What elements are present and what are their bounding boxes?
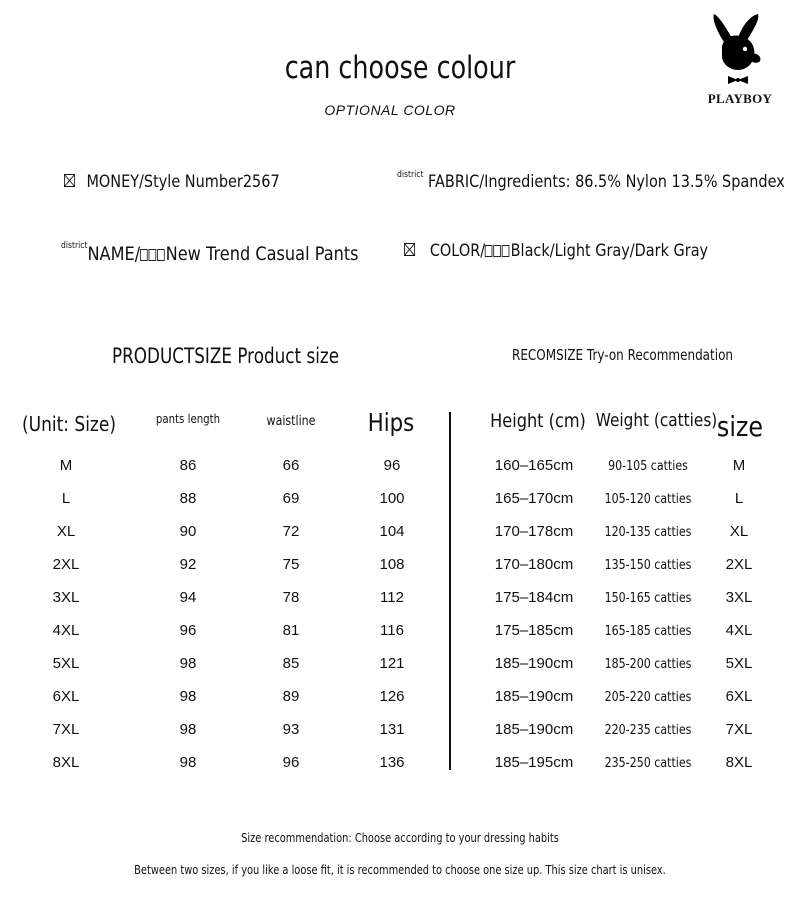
column-header-hips: Hips xyxy=(367,408,415,437)
recommended-size-cell: 7XL xyxy=(725,721,753,738)
name-value: New Trend Casual Pants xyxy=(165,243,359,265)
hips-cell: 116 xyxy=(380,622,404,639)
pants-length-cell: 98 xyxy=(179,688,197,705)
waistline-cell: 75 xyxy=(282,556,300,573)
height-cell: 185–195cm xyxy=(494,754,574,771)
height-cell: 175–185cm xyxy=(494,622,574,639)
hips-cell: 108 xyxy=(379,556,405,573)
recommended-size-cell: 8XL xyxy=(725,754,753,771)
fabric-prefix: district xyxy=(397,170,424,180)
footer-note-1: Size recommendation: Choose according to your dressing habits xyxy=(241,831,559,845)
weight-cell: 235-250 catties xyxy=(604,756,692,771)
recommended-size-cell: 6XL xyxy=(725,688,753,705)
name-prefix: district xyxy=(61,241,88,251)
waistline-cell: 81 xyxy=(282,622,300,639)
missing-glyph-icon xyxy=(140,249,148,261)
waistline-cell: 69 xyxy=(282,490,300,507)
recommended-size-cell: 5XL xyxy=(725,655,753,672)
hips-cell: 104 xyxy=(379,523,405,540)
column-header-waistline: waistline xyxy=(266,414,316,429)
size-cell: 6XL xyxy=(52,688,80,705)
weight-cell: 220-235 catties xyxy=(604,723,692,738)
height-cell: 170–178cm xyxy=(494,523,574,540)
missing-glyph-icon xyxy=(149,249,157,261)
missing-glyph-icon xyxy=(157,249,165,261)
waistline-cell: 93 xyxy=(282,721,300,738)
checkbox-cross-icon xyxy=(64,174,75,187)
playboy-bunny-icon xyxy=(710,12,770,90)
recommended-size-cell: 3XL xyxy=(725,589,753,606)
size-cell: 4XL xyxy=(52,622,80,639)
pants-length-cell: 98 xyxy=(179,655,197,672)
pants-length-cell: 96 xyxy=(179,622,197,639)
pants-length-cell: 94 xyxy=(179,589,197,606)
name-row xyxy=(61,243,359,265)
column-header-weight: Weight (catties) xyxy=(595,410,718,431)
missing-glyph-icon xyxy=(485,245,493,257)
height-cell: 185–190cm xyxy=(494,688,574,705)
pants-length-cell: 98 xyxy=(179,721,197,738)
hips-cell: 100 xyxy=(379,490,405,507)
height-cell: 175–184cm xyxy=(494,589,574,606)
height-cell: 185–190cm xyxy=(494,655,574,672)
recommended-size-cell: M xyxy=(732,457,746,474)
color-value: Black/Light Gray/Dark Gray xyxy=(510,241,709,261)
height-cell: 160–165cm xyxy=(494,457,574,474)
waistline-cell: 72 xyxy=(282,523,300,540)
pants-length-cell: 86 xyxy=(179,457,197,474)
missing-glyph-icon xyxy=(494,245,502,257)
size-cell: 3XL xyxy=(52,589,80,606)
name-label: NAME/ xyxy=(87,243,141,265)
waistline-cell: 89 xyxy=(282,688,300,705)
size-cell: 8XL xyxy=(52,754,80,771)
size-cell: 2XL xyxy=(52,556,80,573)
weight-cell: 90-105 catties xyxy=(608,459,688,474)
height-cell: 185–190cm xyxy=(494,721,574,738)
weight-cell: 105-120 catties xyxy=(604,492,692,507)
height-cell: 170–180cm xyxy=(494,556,574,573)
recommendation-heading: RECOMSIZE Try-on Recommendation xyxy=(512,346,734,364)
color-row xyxy=(404,241,708,261)
product-size-heading: PRODUCTSIZE Product size xyxy=(112,344,340,368)
fabric-label: FABRIC/Ingredients: 86.5% Nylon 13.5% Spandex xyxy=(428,172,785,192)
waistline-cell: 66 xyxy=(282,457,300,474)
brand-logo xyxy=(700,12,780,112)
waistline-cell: 85 xyxy=(282,655,300,672)
hips-cell: 96 xyxy=(383,457,401,474)
column-header-height: Height (cm) xyxy=(490,410,586,432)
hips-cell: 136 xyxy=(379,754,405,771)
waistline-cell: 96 xyxy=(282,754,300,771)
brand-name: PLAYBOY xyxy=(707,91,773,106)
weight-cell: 135-150 catties xyxy=(604,558,692,573)
recommended-size-cell: XL xyxy=(729,523,749,540)
recommended-size-cell: 2XL xyxy=(725,556,753,573)
waistline-cell: 78 xyxy=(282,589,300,606)
size-cell: 5XL xyxy=(52,655,80,672)
pants-length-cell: 92 xyxy=(179,556,197,573)
money-row xyxy=(64,172,280,192)
column-header-unit: (Unit: Size) xyxy=(22,412,116,436)
weight-cell: 185-200 catties xyxy=(604,657,692,672)
page-title: can choose colour xyxy=(284,50,516,86)
hips-cell: 112 xyxy=(380,589,404,606)
size-cell: M xyxy=(59,457,73,474)
weight-cell: 205-220 catties xyxy=(604,690,692,705)
pants-length-cell: 90 xyxy=(179,523,197,540)
size-cell: 7XL xyxy=(52,721,80,738)
pants-length-cell: 98 xyxy=(179,754,197,771)
hips-cell: 126 xyxy=(379,688,405,705)
size-cell: L xyxy=(61,490,71,507)
checkbox-cross-icon xyxy=(404,243,415,256)
pants-length-cell: 88 xyxy=(179,490,197,507)
weight-cell: 120-135 catties xyxy=(604,525,692,540)
hips-cell: 131 xyxy=(379,721,405,738)
color-label: COLOR/ xyxy=(429,241,486,261)
recommended-size-cell: L xyxy=(734,490,744,507)
missing-glyph-icon xyxy=(502,245,510,257)
money-label: MONEY/Style Number xyxy=(86,172,243,192)
height-cell: 165–170cm xyxy=(494,490,574,507)
money-value: 2567 xyxy=(242,172,280,192)
column-header-pants-length: pants length xyxy=(155,412,221,426)
weight-cell: 150-165 catties xyxy=(604,591,692,606)
page-subtitle: OPTIONAL COLOR xyxy=(324,102,456,118)
recommended-size-cell: 4XL xyxy=(725,622,753,639)
weight-cell: 165-185 catties xyxy=(604,624,692,639)
column-header-size: size xyxy=(716,410,764,443)
fabric-row xyxy=(397,172,785,192)
hips-cell: 121 xyxy=(379,655,405,672)
table-divider xyxy=(449,412,451,770)
size-cell: XL xyxy=(56,523,76,540)
footer-note-2: Between two sizes, if you like a loose fit, it is recommended to choose one size up. This size chart is unisex. xyxy=(134,863,666,877)
